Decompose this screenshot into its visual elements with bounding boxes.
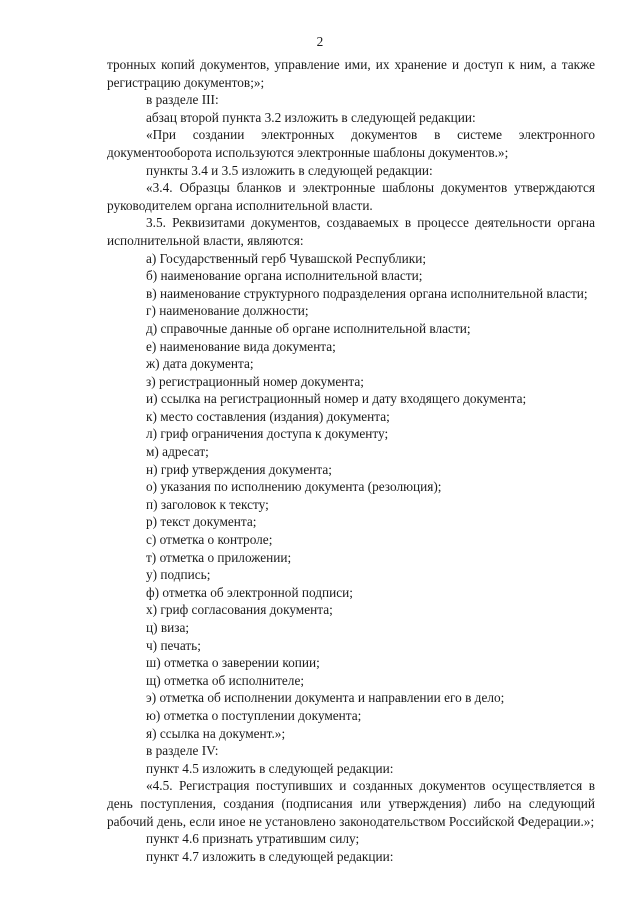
paragraph: пункт 4.6 признать утратившим силу; bbox=[146, 831, 360, 847]
paragraph: «4.5. Регистрация поступивших и созданных документов осуществляется в день поступления, создания (подписания или утверждения) либо на следующий рабочий день, если иное не установлено законодательством Российской Федерации.»; bbox=[107, 778, 595, 829]
paragraph: ч) печать; bbox=[146, 637, 201, 653]
paragraph: п) заголовок к тексту; bbox=[146, 496, 269, 512]
paragraph: д) справочные данные об органе исполнительной власти; bbox=[146, 320, 471, 336]
paragraph: пункты 3.4 и 3.5 изложить в следующей редакции: bbox=[146, 162, 433, 178]
paragraph: и) ссылка на регистрационный номер и дату входящего документа; bbox=[146, 391, 527, 407]
paragraph: пункт 4.5 изложить в следующей редакции: bbox=[146, 760, 394, 776]
paragraph: пункт 4.7 изложить в следующей редакции: bbox=[146, 848, 394, 864]
paragraph: л) гриф ограничения доступа к документу; bbox=[146, 426, 389, 442]
paragraph: в разделе III: bbox=[146, 92, 219, 108]
paragraph: г) наименование должности; bbox=[146, 303, 309, 319]
paragraph: а) Государственный герб Чувашской Республики; bbox=[146, 250, 427, 266]
paragraph: я) ссылка на документ.»; bbox=[146, 725, 286, 741]
paragraph: ф) отметка об электронной подписи; bbox=[146, 584, 353, 600]
paragraph: ш) отметка о заверении копии; bbox=[146, 655, 320, 671]
paragraph: ю) отметка о поступлении документа; bbox=[146, 707, 362, 723]
paragraph: о) указания по исполнению документа (резолюция); bbox=[146, 479, 442, 495]
paragraph: ж) дата документа; bbox=[146, 356, 254, 372]
paragraph: ц) виза; bbox=[146, 620, 190, 635]
paragraph: е) наименование вида документа; bbox=[146, 338, 336, 354]
paragraph: н) гриф утверждения документа; bbox=[146, 461, 332, 477]
page-number: 2 bbox=[316, 34, 324, 49]
paragraph: в разделе IV: bbox=[146, 743, 219, 759]
paragraph: р) текст документа; bbox=[146, 514, 257, 530]
paragraph: э) отметка об исполнении документа и направлении его в дело; bbox=[146, 690, 505, 706]
paragraph: щ) отметка об исполнителе; bbox=[146, 672, 305, 688]
paragraph: «3.4. Образцы бланков и электронные шаблоны документов утверждаются руководителем органа исполнительной власти. bbox=[107, 180, 595, 213]
paragraph: в) наименование структурного подразделения органа исполнительной власти; bbox=[146, 285, 588, 301]
paragraph: к) место составления (издания) документа; bbox=[146, 408, 390, 424]
paragraph: з) регистрационный номер документа; bbox=[146, 373, 364, 389]
document-body bbox=[107, 56, 595, 865]
paragraph: с) отметка о контроле; bbox=[146, 532, 273, 548]
paragraph-continuation: тронных копий документов, управление ими, их хранение и доступ к ним, а также регистрацию документов;»; bbox=[107, 57, 595, 90]
paragraph: абзац второй пункта 3.2 изложить в следующей редакции: bbox=[146, 109, 476, 125]
paragraph: х) гриф согласования документа; bbox=[146, 602, 333, 618]
paragraph: м) адресат; bbox=[146, 444, 209, 460]
paragraph: «При создании электронных документов в системе электронного документооборота используются электронные шаблоны документов.»; bbox=[107, 127, 595, 160]
paragraph: у) подпись; bbox=[146, 567, 211, 583]
paragraph: т) отметка о приложении; bbox=[146, 549, 292, 565]
paragraph: б) наименование органа исполнительной власти; bbox=[146, 268, 423, 284]
paragraph: 3.5. Реквизитами документов, создаваемых в процессе деятельности органа исполнительной власти, являются: bbox=[107, 215, 595, 248]
